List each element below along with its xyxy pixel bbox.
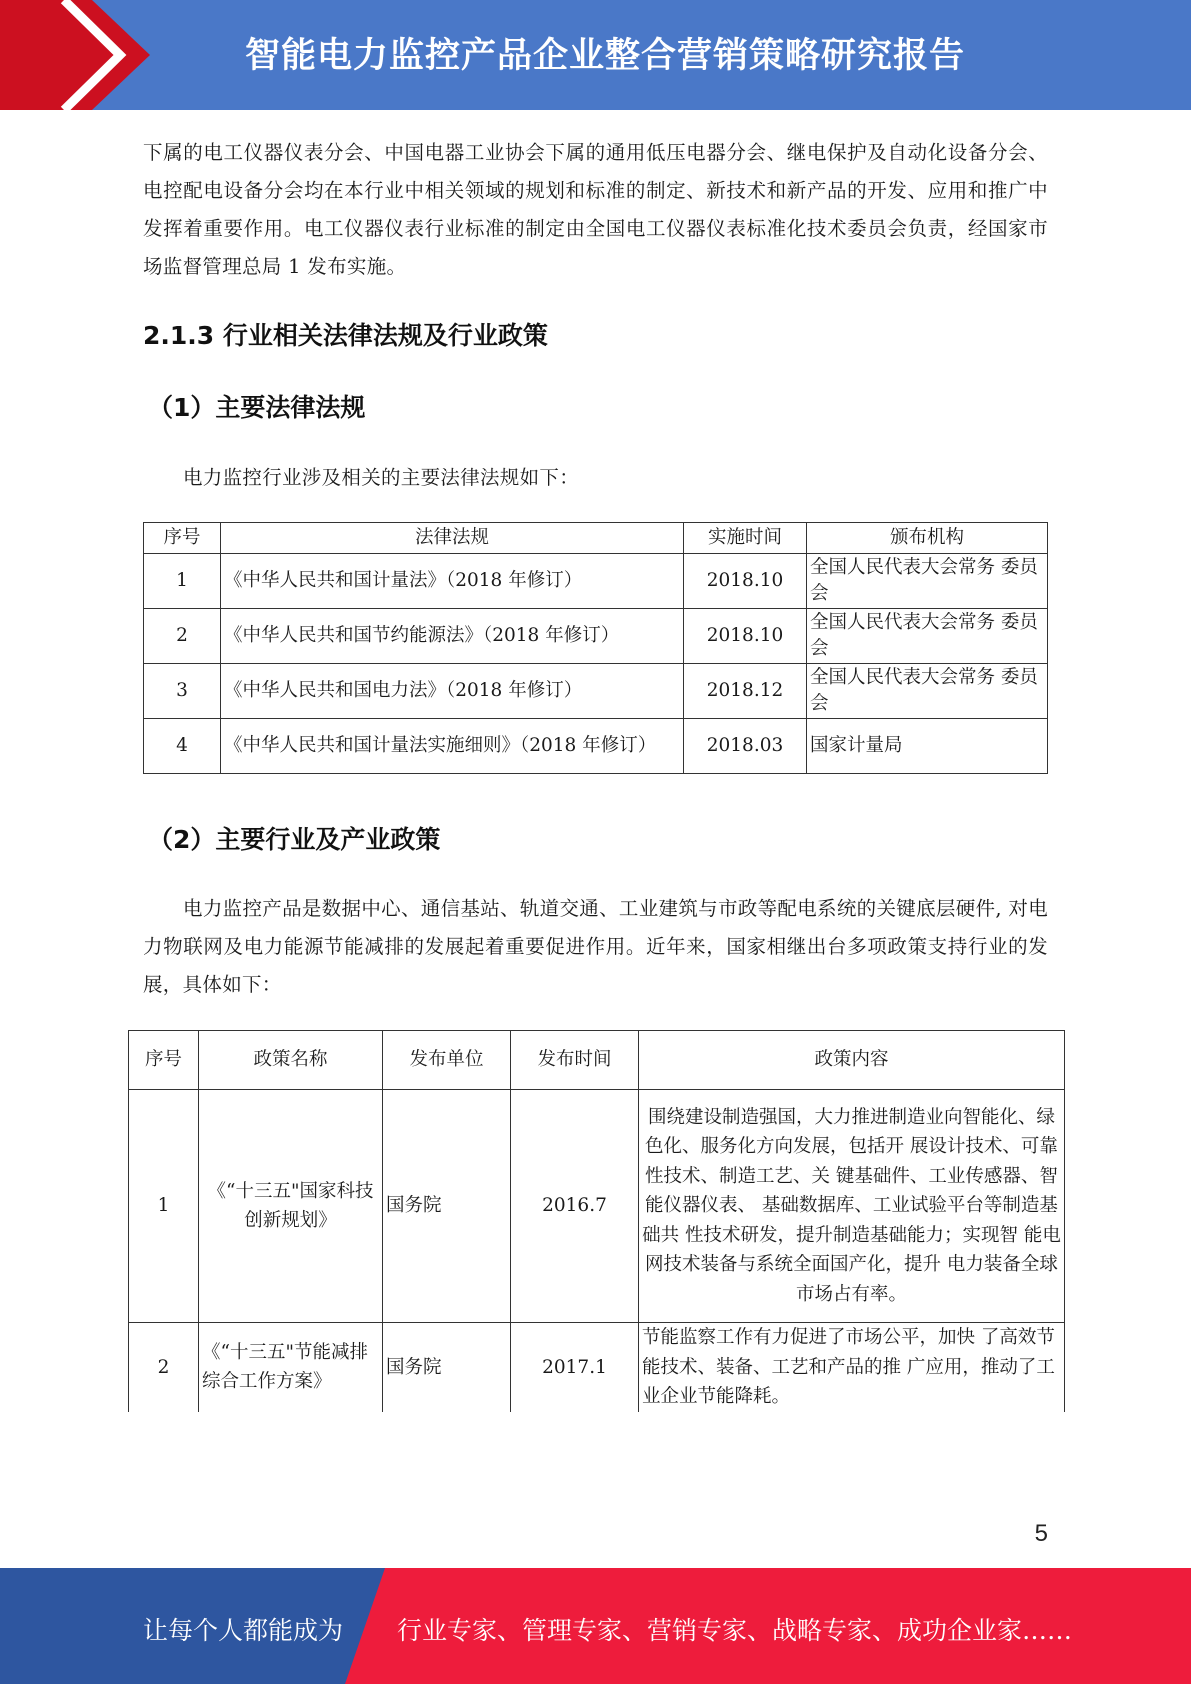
cell-policy-content: 节能监察工作有力促进了市场公平，加快 了高效节能技术、装备、工艺和产品的推 广应用，推动了工业企业节能降耗。 [639, 1323, 1065, 1412]
cell-law: 《中华人民共和国计量法》（2018 年修订） [221, 554, 684, 609]
col-header-index: 序号 [129, 1031, 199, 1090]
cell-date: 2018.10 [684, 609, 807, 664]
header-banner [0, 0, 1191, 110]
table-header-row [129, 1031, 1065, 1090]
table-header-row [144, 523, 1048, 554]
col-header-index: 序号 [144, 523, 221, 554]
page-number: 5 [1034, 1520, 1048, 1547]
subsection-heading-policies: （2）主要行业及产业政策 [148, 825, 441, 854]
table-row [144, 719, 1048, 774]
table-row [144, 609, 1048, 664]
cell-date: 2018.03 [684, 719, 807, 774]
cell-date: 2018.12 [684, 664, 807, 719]
col-header-issuer: 颁布机构 [807, 523, 1048, 554]
col-header-policy-content: 政策内容 [639, 1031, 1065, 1090]
cell-issuer: 全国人民代表大会常务 委员会 [807, 554, 1048, 609]
table-row [144, 554, 1048, 609]
cell-issuer: 国务院 [383, 1323, 511, 1412]
col-header-policy-name: 政策名称 [199, 1031, 383, 1090]
laws-intro: 电力监控行业涉及相关的主要法律法规如下： [183, 466, 580, 489]
policies-table [128, 1030, 1065, 1412]
col-header-issuer: 发布单位 [383, 1031, 511, 1090]
cell-index: 4 [144, 719, 221, 774]
cell-law: 《中华人民共和国节约能源法》（2018 年修订） [221, 609, 684, 664]
section-heading: 2.1.3 行业相关法律法规及行业政策 [143, 321, 548, 350]
cell-policy-name: 《“十三五"国家科技创新规划》 [199, 1090, 383, 1323]
cell-date: 2017.1 [511, 1323, 639, 1412]
footer-slogan-right: 行业专家、管理专家、营销专家、战略专家、成功企业家…… [397, 1616, 1073, 1645]
cell-issuer: 全国人民代表大会常务 委员会 [807, 609, 1048, 664]
cell-law: 《中华人民共和国电力法》（2018 年修订） [221, 664, 684, 719]
cell-index: 2 [144, 609, 221, 664]
table-row [144, 664, 1048, 719]
cell-index: 3 [144, 664, 221, 719]
header-arrow-decoration [0, 0, 160, 110]
table-row [129, 1323, 1065, 1412]
cell-policy-content: 围绕建设制造强国，大力推进制造业向智能化、绿色化、服务化方向发展，包括开 展设计技术、可靠性技术、制造工艺、关 键基础件、工业传感器、智能仪器仪表、 基础数据库、工业试验平台等制造基础共 性技术研发，提升制造基础能力；实现智 能电网技术装备与系统全面国产化，提升 电力装备全球市场占有率。 [639, 1090, 1065, 1323]
col-header-effective-date: 实施时间 [684, 523, 807, 554]
intro-paragraph: 下属的电工仪器仪表分会、中国电器工业协会下属的通用低压电器分会、继电保护及自动化设备分会、电控配电设备分会均在本行业中相关领域的规划和标准的制定、新技术和新产品的开发、应用和推广中发挥着重要作用。电工仪器仪表行业标准的制定由全国电工仪器仪表标准化技术委员会负责，经国家市场监督管理总局 1 发布实施。 [143, 141, 1048, 278]
cell-index: 2 [129, 1323, 199, 1412]
cell-issuer: 全国人民代表大会常务 委员会 [807, 664, 1048, 719]
col-header-issue-date: 发布时间 [511, 1031, 639, 1090]
policies-intro: 电力监控产品是数据中心、通信基站、轨道交通、工业建筑与市政等配电系统的关键底层硬件, 对电力物联网及电力能源节能减排的发展起着重要促进作用。近年来，国家相继出台多项政策支持行业的发展，具体如下： [143, 897, 1048, 996]
cell-date: 2016.7 [511, 1090, 639, 1323]
subsection-heading-laws: （1）主要法律法规 [148, 393, 366, 422]
table-row [129, 1090, 1065, 1323]
cell-issuer: 国家计量局 [807, 719, 1048, 774]
footer-banner [0, 1568, 1191, 1684]
laws-table [143, 522, 1048, 774]
cell-law: 《中华人民共和国计量法实施细则》（2018 年修订） [221, 719, 684, 774]
col-header-law: 法律法规 [221, 523, 684, 554]
footer-slogan-left: 让每个人都能成为 [143, 1616, 344, 1645]
cell-index: 1 [144, 554, 221, 609]
report-title: 智能电力监控产品企业整合营销策略研究报告 [245, 36, 966, 76]
cell-issuer: 国务院 [383, 1090, 511, 1323]
cell-index: 1 [129, 1090, 199, 1323]
cell-policy-name: 《“十三五"节能减排综合工作方案》 [199, 1323, 383, 1412]
cell-date: 2018.10 [684, 554, 807, 609]
